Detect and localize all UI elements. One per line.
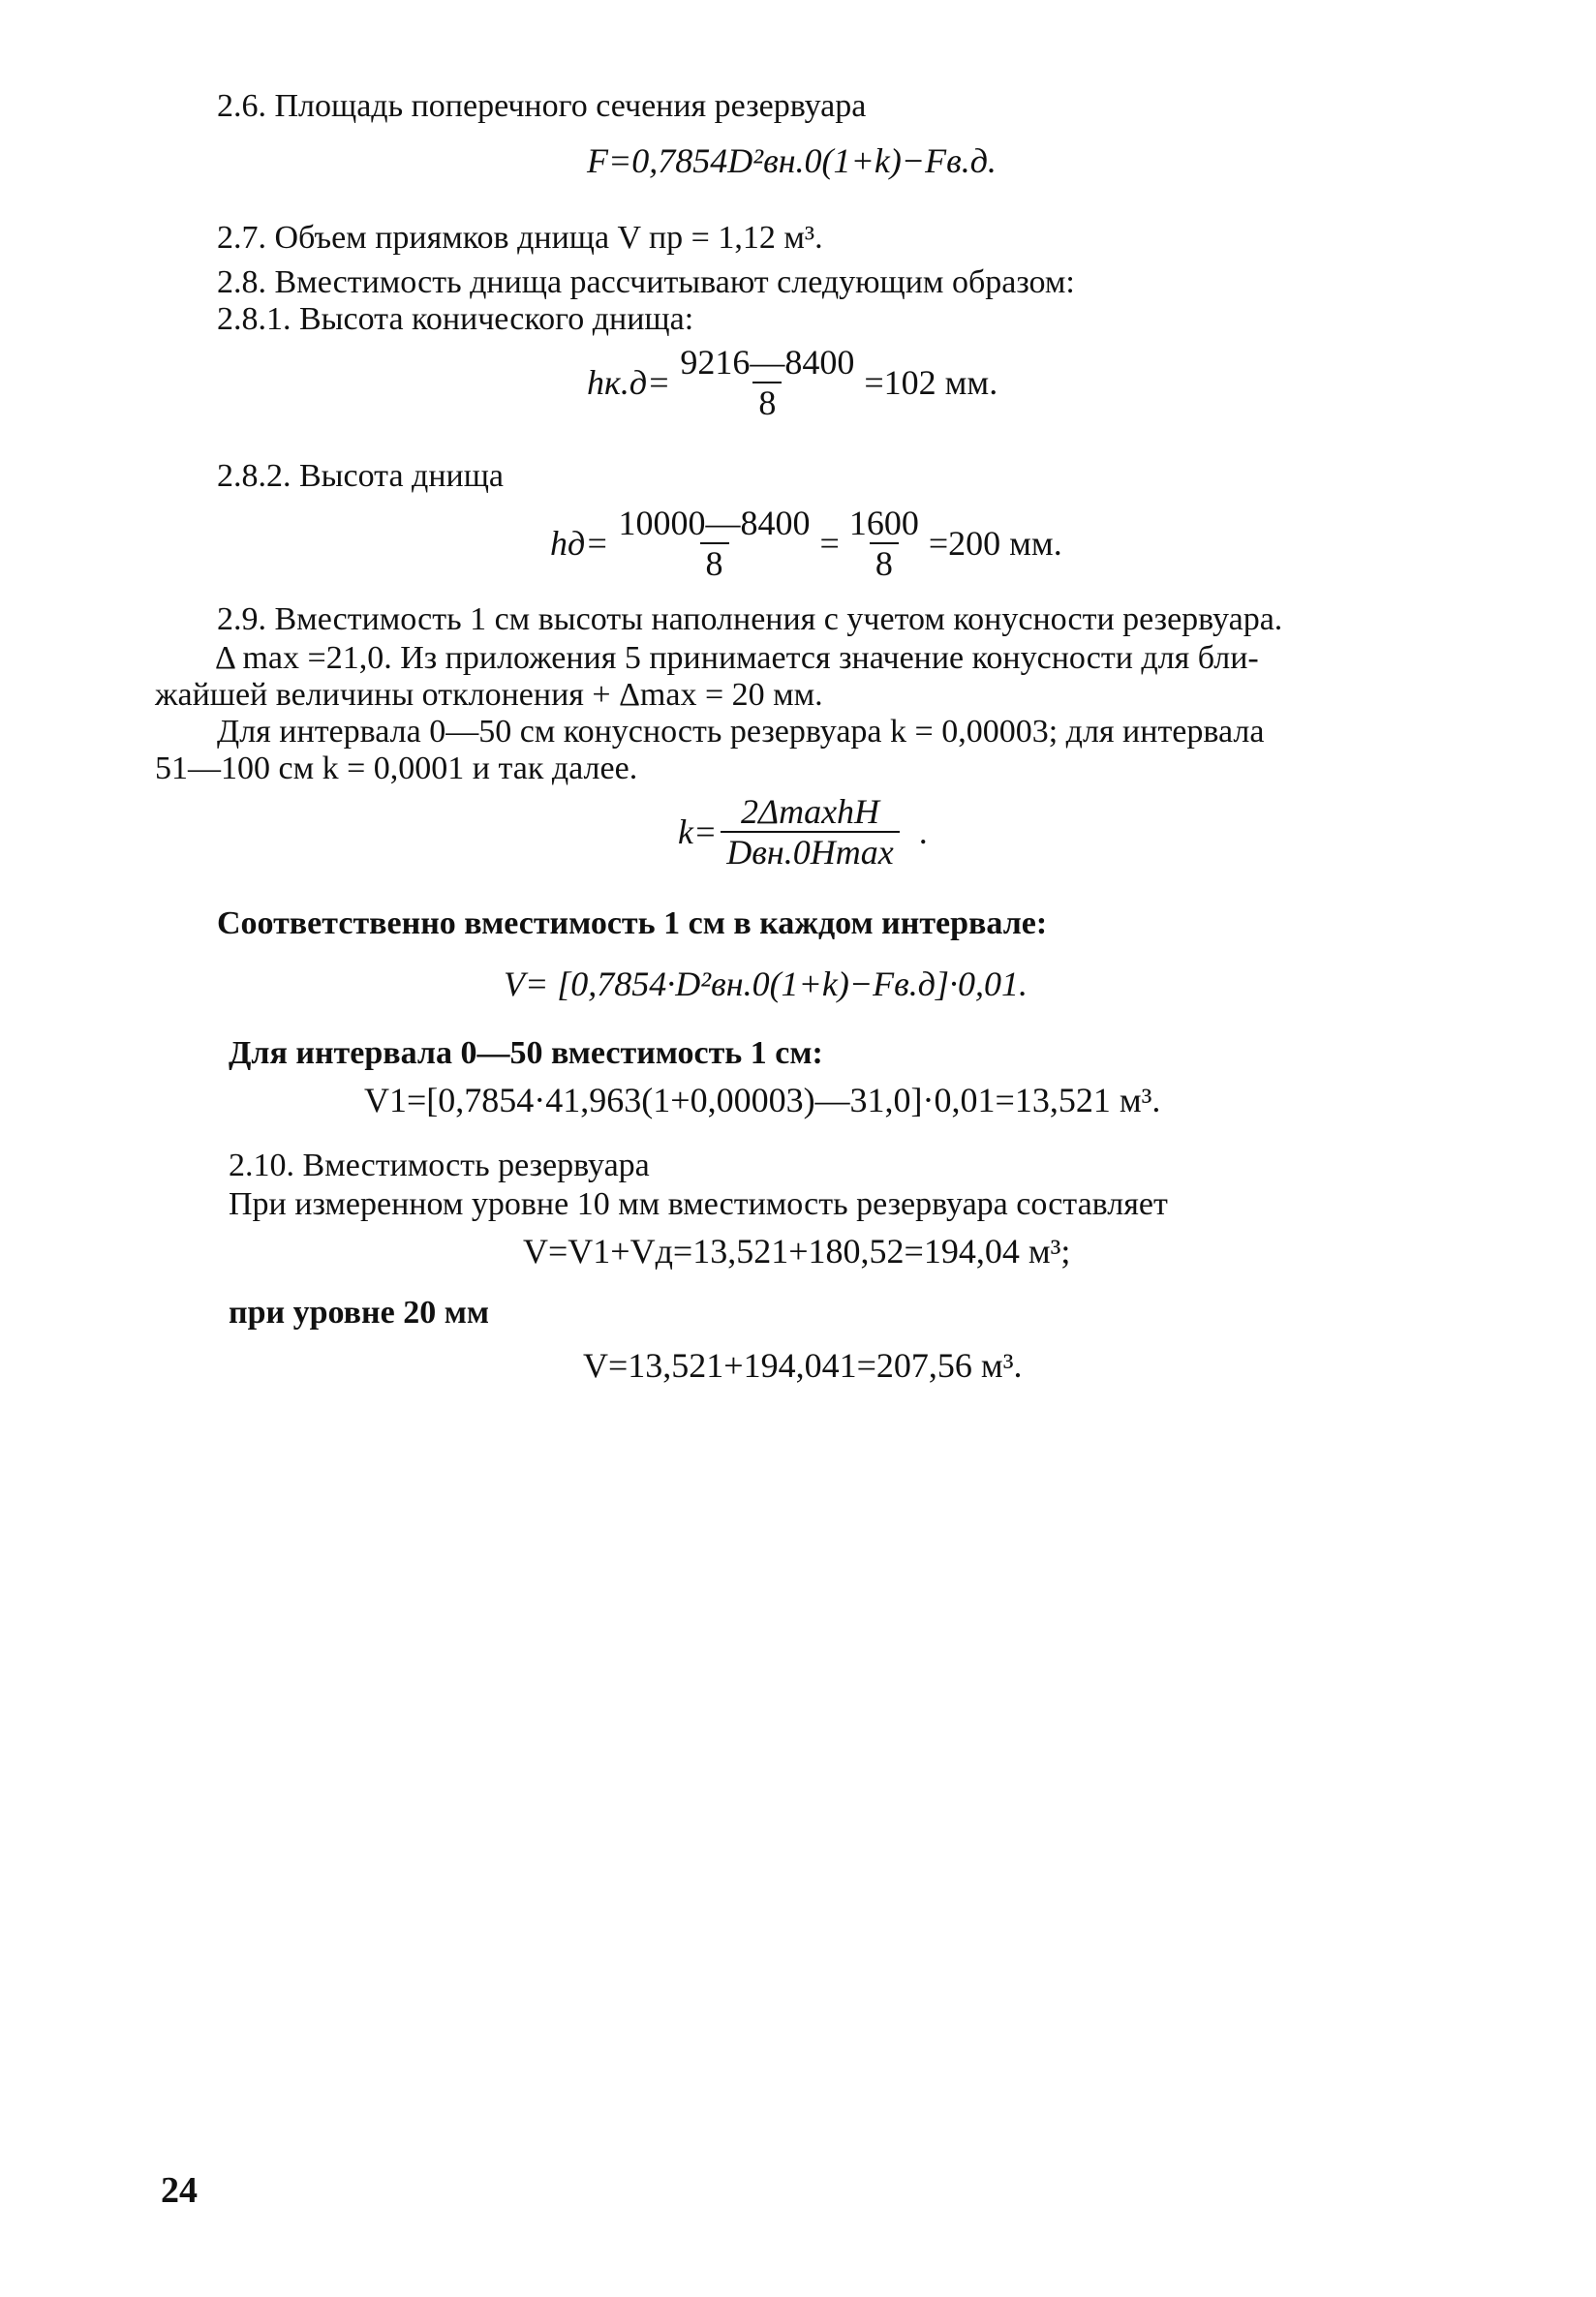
paragraph-level-20: при уровне 20 мм [229,1295,490,1331]
section-2-9-line-2: Δ max =21,0. Из приложения 5 принимается значение конусности для бли- [215,640,1259,676]
section-2-6-title: 2.6. Площадь поперечного сечения резервуара [217,88,867,124]
fraction-numerator: 9216—8400 [680,343,855,382]
section-2-6-formula: F=0,7854D²вн.0(1+k)−Fв.д. [587,141,997,180]
section-2-9-line-5: 51—100 см k = 0,0001 и так далее. [155,750,638,786]
page-number: 24 [161,2170,198,2211]
section-2-8: 2.8. Вместимость днища рассчитывают следующим образом: [217,264,1075,300]
formula-h-kd-lhs: hк.д= [587,363,671,402]
fraction-denominator: Dвн.0Hmax [721,831,899,872]
formula-h-d-lhs: hд= [550,524,609,563]
fraction-numerator: 10000—8400 [618,504,811,542]
formula-h-d-rhs: =200 мм. [928,524,1062,563]
section-2-10-title: 2.10. Вместимость резервуара [229,1148,650,1183]
fraction [721,792,899,872]
equals-sign: = [819,524,840,563]
section-2-9-line-3: жайшей величины отклонения + Δmax = 20 мм. [155,677,823,713]
formula-v1: V1=[0,7854·41,963(1+0,00003)—31,0]·0,01=13,521 м³. [364,1081,1161,1119]
section-2-8-1: 2.8.1. Высота конического днища: [217,301,694,337]
fraction [613,504,816,583]
section-2-10-text: При измеренном уровне 10 мм вместимость резервуара составляет [229,1186,1168,1222]
formula-v: V= [0,7854·D²вн.0(1+k)−Fв.д]·0,01. [504,965,1028,1003]
section-2-9-line-4: Для интервала 0—50 см конусность резервуара k = 0,00003; для интервала [217,714,1265,750]
formula-k-end: . [918,812,928,851]
fraction-denominator: 8 [870,542,899,583]
paragraph-interval: Для интервала 0—50 вместимость 1 см: [229,1035,823,1071]
formula-h-kd [587,343,998,422]
section-2-8-2: 2.8.2. Высота днища [217,458,504,494]
formula-final: V=13,521+194,041=207,56 м³. [583,1346,1023,1385]
fraction-numerator: 2ΔmaxhH [740,792,880,831]
formula-v-total: V=V1+Vд=13,521+180,52=194,04 м³; [523,1232,1071,1271]
formula-k [678,792,928,872]
fraction [674,343,860,422]
formula-h-kd-rhs: =102 мм. [864,363,998,402]
section-2-7: 2.7. Объем приямков днища V пр = 1,12 м³. [217,220,823,256]
paragraph-correspondingly: Соответственно вместимость 1 см в каждом интервале: [217,905,1048,941]
fraction-denominator: 8 [700,542,729,583]
formula-k-lhs: k= [678,812,718,851]
fraction-denominator: 8 [752,382,782,422]
section-2-9-line-1: 2.9. Вместимость 1 см высоты наполнения с учетом конусности резервуара. [217,601,1283,637]
fraction-numerator: 1600 [848,504,919,542]
formula-h-d [550,504,1062,583]
fraction [844,504,925,583]
